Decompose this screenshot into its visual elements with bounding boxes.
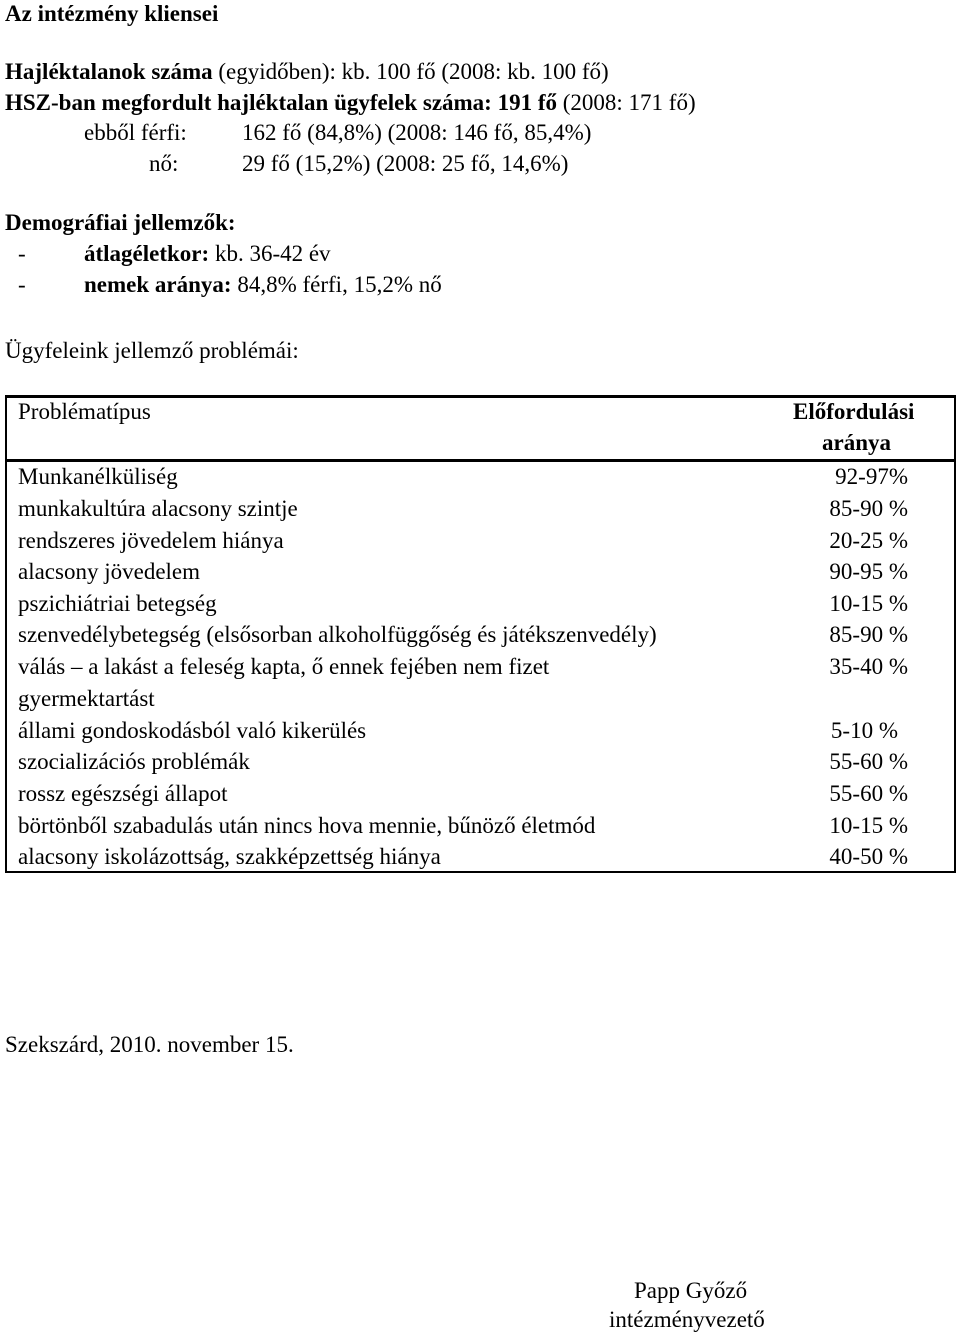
problem-type: rendszeres jövedelem hiánya (18, 528, 284, 553)
table-row (0, 780, 960, 812)
problem-type: börtönből szabadulás után nincs hova mennie, bűnöző életmód (18, 813, 596, 838)
problem-rate: 90-95 % (829, 559, 908, 584)
problem-rate: 85-90 % (829, 496, 908, 521)
problem-type: rossz egészségi állapot (18, 781, 228, 806)
age-value: kb. 36-42 év (209, 241, 331, 266)
problems-title: Ügyfeleink jellemző problémái: (5, 338, 299, 363)
table-row (0, 653, 960, 685)
column-header-rate-line2: aránya (822, 430, 891, 455)
problem-rate: 55-60 % (829, 749, 908, 774)
table-row (0, 463, 960, 495)
table-row (0, 748, 960, 780)
male-value: 162 fő (84,8%) (2008: 146 fő, 85,4%) (242, 120, 592, 145)
hsz-clients-prev: (2008: 171 fő) (557, 90, 696, 115)
problem-rate: 10-15 % (829, 813, 908, 838)
problem-rate: 55-60 % (829, 781, 908, 806)
problem-type: munkakultúra alacsony szintje (18, 496, 298, 521)
table-row (0, 812, 960, 844)
homeless-count-label: Hajléktalanok száma (5, 59, 213, 84)
table-row (0, 717, 960, 749)
hsz-clients-label: HSZ-ban megfordult hajléktalan ügyfelek száma: 191 fő (5, 90, 557, 115)
problem-rate: 92-97% (835, 464, 908, 489)
table-header-divider (5, 459, 956, 462)
sex-dash: - (18, 272, 26, 297)
table-row (0, 590, 960, 622)
demographics-title: Demográfiai jellemzők: (5, 210, 236, 235)
female-value: 29 fő (15,2%) (2008: 25 fő, 14,6%) (242, 151, 569, 176)
column-header-rate: Előfordulási (793, 399, 915, 424)
signatory-name: Papp Győző (634, 1278, 748, 1303)
place-and-date: Szekszárd, 2010. november 15. (5, 1032, 294, 1057)
problem-rate: 10-15 % (829, 591, 908, 616)
female-label: nő: (149, 151, 179, 176)
male-label: ebből férfi: (84, 120, 187, 145)
table-row (0, 621, 960, 653)
problem-rate: 35-40 % (829, 654, 908, 679)
homeless-count-value: (egyidőben): kb. 100 fő (2008: kb. 100 fő) (212, 59, 609, 84)
age-dash: - (18, 241, 26, 266)
age-label: átlagéletkor: (84, 241, 210, 266)
table-row (0, 527, 960, 559)
signatory-title: intézményvezető (609, 1307, 765, 1332)
problem-rate: 5-10 % (830, 718, 898, 743)
problem-type-line2: gyermektartást (18, 686, 155, 711)
problem-type: szocializációs problémák (18, 749, 250, 774)
page-title: Az intézmény kliensei (5, 1, 219, 26)
problem-type: szenvedélybetegség (elsősorban alkoholfüggőség és játékszenvedély) (18, 622, 657, 647)
table-row (0, 558, 960, 590)
table-row-continuation (0, 685, 960, 717)
problem-type: Munkanélküliség (18, 464, 178, 489)
table-row (0, 495, 960, 527)
problem-rate: 40-50 % (829, 844, 908, 869)
sex-ratio-value: 84,8% férfi, 15,2% nő (231, 272, 442, 297)
problem-type: állami gondoskodásból való kikerülés (18, 718, 367, 743)
problem-rate: 85-90 % (829, 622, 908, 647)
homeless-count-line (5, 58, 609, 87)
problem-type: válás – a lakást a feleség kapta, ő ennek fejében nem fizet (18, 654, 550, 679)
age-line (84, 240, 331, 269)
table-row (0, 843, 960, 875)
problem-rate: 20-25 % (829, 528, 908, 553)
sex-ratio-line (84, 271, 442, 300)
problem-type: alacsony iskolázottság, szakképzettség hiánya (18, 844, 441, 869)
sex-ratio-label: nemek aránya: (84, 272, 232, 297)
column-header-type: Problématípus (18, 399, 151, 424)
hsz-clients-line (5, 89, 696, 118)
problem-type: alacsony jövedelem (18, 559, 201, 584)
problem-type: pszichiátriai betegség (18, 591, 217, 616)
